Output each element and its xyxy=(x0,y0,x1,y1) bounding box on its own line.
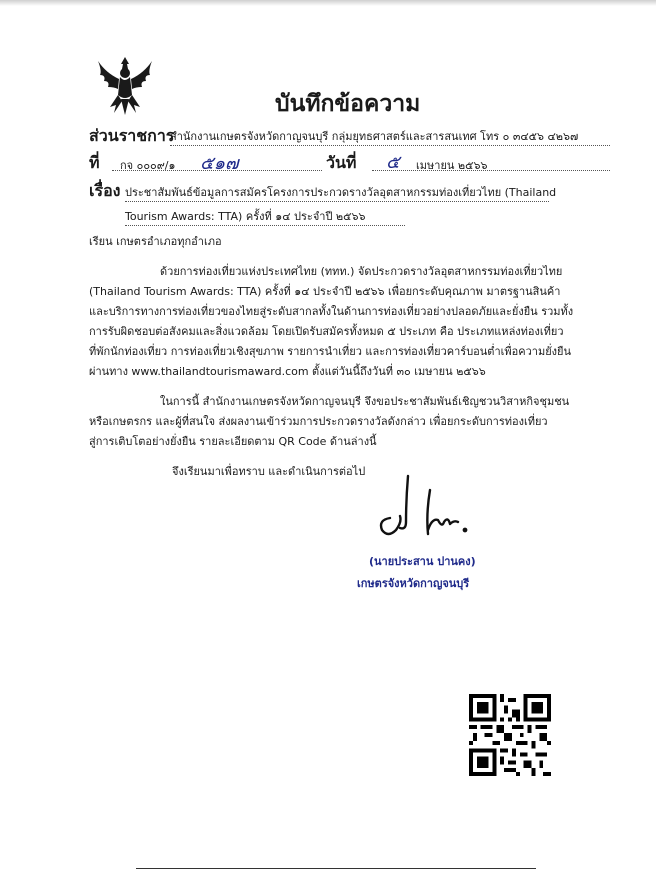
agency-value: สำนักงานเกษตรจังหวัดกาญจนบุรี กลุ่มยุทธศาสตร์และสารสนเทศ โทร ๐ ๓๔๕๖ ๔๒๖๗ xyxy=(170,127,610,146)
paragraph-2-line: สู่การเติบโตอย่างยั่งยืน รายละเอียดตาม QR Code ด้านล่างนี้ xyxy=(89,435,377,448)
salutation: เรียน เกษตรอำเภอทุกอำเภอ xyxy=(89,235,222,248)
ref-field xyxy=(112,152,322,174)
date-value: เมษายน ๒๕๖๖ xyxy=(416,159,488,172)
ref-value: กจ ๐๐๐๙/๑ xyxy=(120,159,176,172)
agency-label: ส่วนราชการ xyxy=(89,126,175,145)
paragraph-1-line: การรับผิดชอบต่อสังคมและสิ่งแวดล้อม โดยเปิดรับสมัครทั้งหมด ๕ ประเภท คือ ประเภทแหล่งท่องเที่ยว xyxy=(89,325,564,338)
ref-label: ที่ xyxy=(89,153,100,172)
signatory-name: (นายประสาน ปานคง) xyxy=(369,555,476,568)
date-field xyxy=(372,152,610,171)
memo-title: บันทึกข้อความ xyxy=(275,91,421,117)
footer-line xyxy=(136,868,536,869)
closing-text: จึงเรียนมาเพื่อทราบ และดำเนินการต่อไป xyxy=(172,465,366,478)
subject-line-1: ประชาสัมพันธ์ข้อมูลการสมัครโครงการประกวดรางวัลอุตสาหกรรมท่องเที่ยวไทย (Thailand xyxy=(125,183,549,202)
paragraph-1-line: (Thailand Tourism Awards: TTA) ครั้งที่ ๑๔ ประจำปี ๒๕๖๖ เพื่อยกระดับคุณภาพ มาตรฐานสินค้า xyxy=(89,285,561,298)
date-label: วันที่ xyxy=(326,153,357,172)
garuda-emblem-icon xyxy=(96,55,154,117)
signature-mark xyxy=(370,470,480,550)
subject-label: เรื่อง xyxy=(89,181,121,200)
date-day-handwritten: ๕ xyxy=(386,152,400,173)
paragraph-1-line: ด้วยการท่องเที่ยวแห่งประเทศไทย (ททท.) จัดประกวดรางวัลอุตสาหกรรมท่องเที่ยวไทย xyxy=(160,265,563,278)
signatory-position: เกษตรจังหวัดกาญจนบุรี xyxy=(357,577,470,590)
paragraph-1-line: ผ่านทาง www.thailandtourismaward.com ตั้งแต่วันนี้ถึงวันที่ ๓๐ เมษายน ๒๕๖๖ xyxy=(89,365,486,378)
paragraph-2-line: ในการนี้ สำนักงานเกษตรจังหวัดกาญจนบุรี จึงขอประชาสัมพันธ์เชิญชวนวิสาหกิจชุมชน xyxy=(160,395,570,408)
paragraph-2-line: หรือเกษตรกร และผู้ที่สนใจ ส่งผลงานเข้าร่วมการประกวดรางวัลดังกล่าว เพื่อยกระดับการท่องเที่ยว xyxy=(89,415,548,428)
paragraph-1-line: และบริการทางการท่องเที่ยวของไทยสู่ระดับสากลทั้งในด้านการท่องเที่ยวอย่างปลอดภัยและยั่งยืน รวมทั้ง xyxy=(89,305,574,318)
paragraph-1-line: ที่พักนักท่องเที่ยว การท่องเที่ยวเชิงสุขภาพ รายการนำเที่ยว และการท่องเที่ยวคาร์บอนต่ำเพื่อความยั่งยืน xyxy=(89,345,571,358)
subject-line-2: Tourism Awards: TTA) ครั้งที่ ๑๔ ประจำปี ๒๕๖๖ xyxy=(125,207,405,226)
ref-handwritten: ๕๑๗ xyxy=(200,153,239,174)
qr-code-icon[interactable] xyxy=(469,694,551,776)
page-top-edge xyxy=(0,0,656,6)
